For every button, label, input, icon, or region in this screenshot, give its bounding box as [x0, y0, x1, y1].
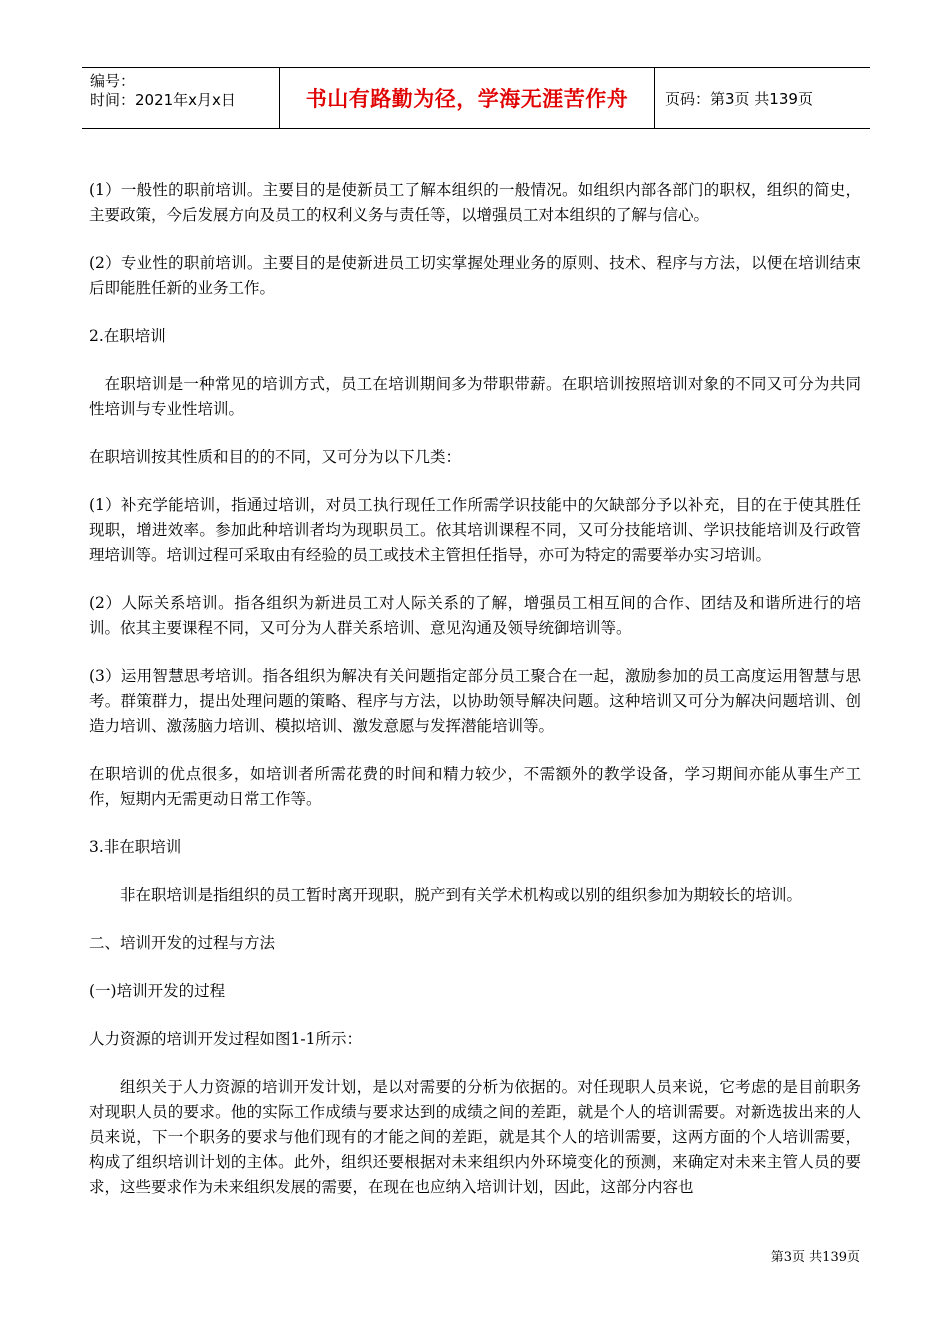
- paragraph-pre-job-professional: (2）专业性的职前培训。主要目的是使新进员工切实掌握处理业务的原则、技术、程序与方法，以便在培训结束后即能胜任新的业务工作。: [89, 254, 861, 297]
- paragraph-on-job-advantages: 在职培训的优点很多，如培训者所需花费的时间和精力较少，不需额外的教学设备，学习期间亦能从事生产工作，短期内无需更动日常工作等。: [89, 765, 861, 808]
- paragraph-supplementary-training: (1）补充学能培训，指通过培训，对员工执行现任工作所需学识技能中的欠缺部分予以补充，目的在于使其胜任现职，增进效率。参加此种培训者均为现职员工。依其培训课程不同，又可分技能培训、学识技能培训及行政管理培训等。培训过程可采取由有经验的员工或技术主管担任指导，亦可为特定的需要举办实习培训。: [89, 496, 861, 564]
- paragraph-thinking-training: (3）运用智慧思考培训。指各组织为解决有关问题指定部分员工聚合在一起，激励参加的员工高度运用智慧与思考。群策群力，提出处理问题的策略、程序与方法，以协助领导解决问题。这种培训又可分为解决问题培训、创造力培训、激荡脑力培训、模拟培训、激发意愿与发挥潜能培训等。: [89, 667, 861, 735]
- header-page-info: 页码：第3页 共139页: [665, 89, 813, 108]
- document-body: [89, 178, 861, 1223]
- page-header: [82, 67, 870, 129]
- document-number-label: 编号：: [90, 72, 136, 90]
- page-footer: 第3页 共139页: [770, 1250, 860, 1265]
- paragraph-on-job-categories: 在职培训按其性质和目的的不同，又可分为以下几类：: [89, 448, 462, 466]
- paragraph-interpersonal-training: (2）人际关系培训。指各组织为新进员工对人际关系的了解，增强员工相互间的合作、团结及和谐所进行的培训。依其主要课程不同，又可分为人群关系培训、意见沟通及领导统御培训等。: [89, 594, 861, 637]
- heading-section-two: 二、培训开发的过程与方法: [89, 934, 276, 952]
- header-meta: [82, 68, 280, 128]
- paragraph-training-plan: 组织关于人力资源的培训开发计划，是以对需要的分析为依据的。对任现职人员来说，它考虑的是目前职务对现职人员的要求。他的实际工作成绩与要求达到的成绩之间的差距，就是个人的培训需要。对新选拔出来的人员来说，下一个职务的要求与他们现有的才能之间的差距，就是其个人的培训需要，这两方面的个人培训需要，构成了组织培训计划的主体。此外，组织还要根据对未来组织内外环境变化的预测，来确定对未来主管人员的要求，这些要求作为未来组织发展的需要，在现在也应纳入培训计划，因此，这部分内容也: [89, 1078, 861, 1196]
- heading-on-job-training: 2.在职培训: [89, 327, 166, 345]
- document-date: 时间：2021年x月x日: [90, 91, 236, 109]
- paragraph-figure-reference: 人力资源的培训开发过程如图1-1所示：: [89, 1030, 362, 1048]
- paragraph-pre-job-general: (1）一般性的职前培训。主要目的是使新员工了解本组织的一般情况。如组织内部各部门的职权，组织的简史，主要政策，今后发展方向及员工的权利义务与责任等，以增强员工对本组织的了解与信心。: [89, 181, 861, 224]
- heading-training-process: (一)培训开发的过程: [89, 982, 226, 1000]
- paragraph-off-job-definition: 非在职培训是指组织的员工暂时离开现职，脱产到有关学术机构或以别的组织参加为期较长的培训。: [120, 886, 803, 904]
- paragraph-on-job-intro: 在职培训是一种常见的培训方式，员工在培训期间多为带职带薪。在职培训按照培训对象的不同又可分为共同性培训与专业性培训。: [89, 375, 861, 418]
- header-motto: 书山有路勤为径，学海无涯苦作舟: [280, 68, 655, 128]
- heading-off-job-training: 3.非在职培训: [89, 838, 182, 856]
